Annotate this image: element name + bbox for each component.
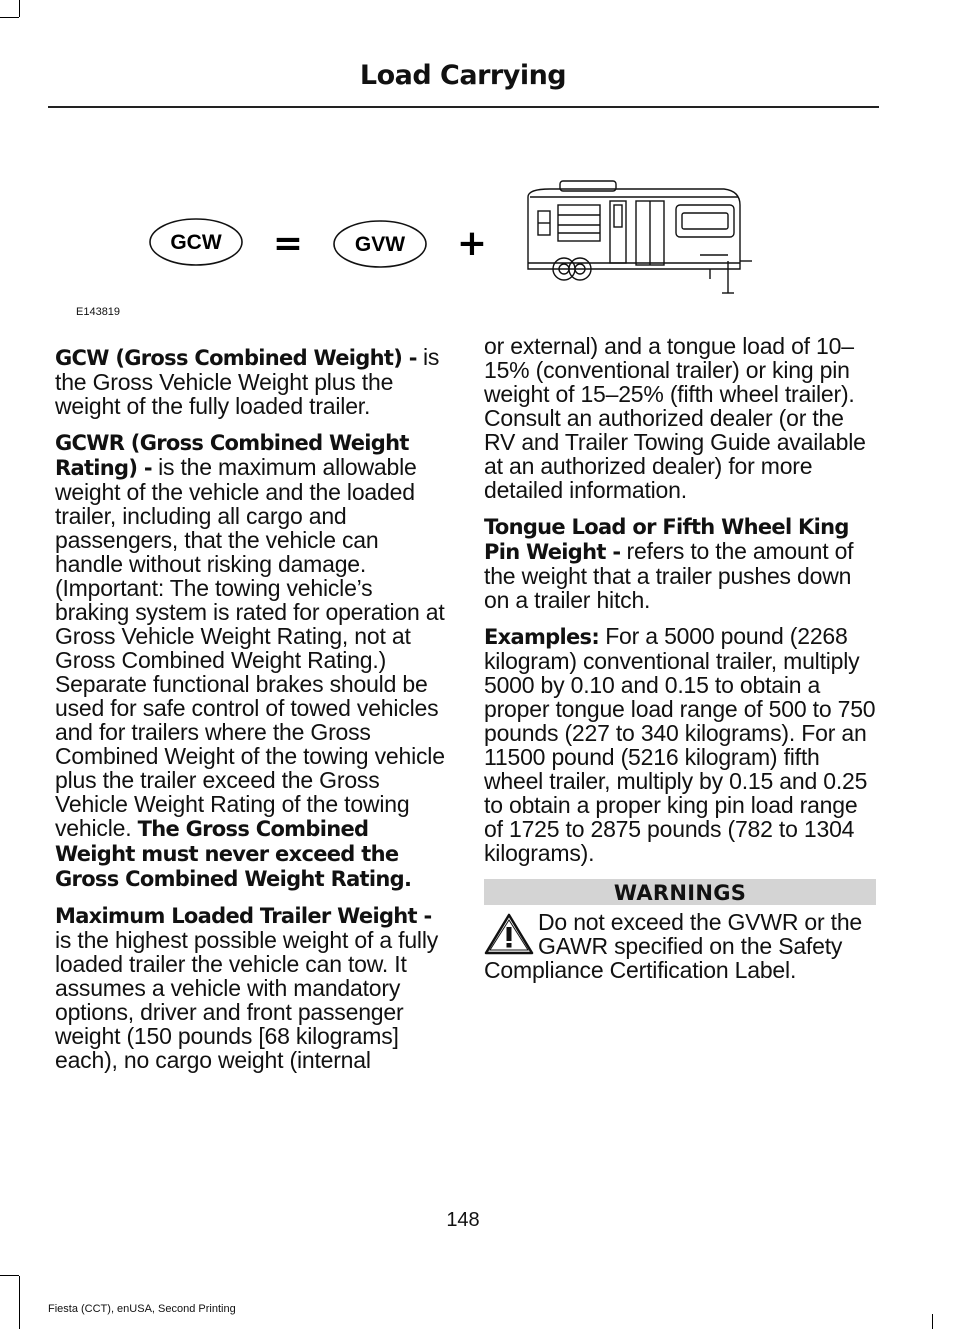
gcw-definition bbox=[55, 345, 447, 418]
gvw-label: GVW bbox=[354, 233, 406, 256]
gcw-oval bbox=[150, 219, 242, 265]
crop-mark bbox=[0, 17, 19, 18]
examples-text: For a 5000 pound (2268 kilogram) conventional trailer, multiply 5000 by 0.10 and 0.15 to obtain a proper tongue load range of 500 to 750 pounds (227 to 340 kilograms). For an 11500 pound (5216 kilogram) fifth wheel trailer, multiply by 0.15 and 0.25 to obtain a proper king pin load range of 1725 to 2875 pounds (782 to 1304 kilograms). bbox=[484, 623, 876, 866]
gcw-term: GCW (Gross Combined Weight) - bbox=[55, 346, 417, 370]
gcw-label: GCW bbox=[170, 231, 222, 254]
page-number: 148 bbox=[446, 1209, 480, 1231]
title-rule bbox=[48, 106, 879, 108]
gcwr-emphasis: The Gross Combined Weight must never exceed the Gross Combined Weight Rating. bbox=[55, 817, 412, 891]
examples-paragraph bbox=[484, 624, 876, 865]
gvw-oval bbox=[334, 221, 426, 267]
gcw-equation-figure bbox=[140, 175, 780, 300]
right-column bbox=[484, 334, 876, 982]
continued-paragraph: or external) and a tongue load of 10–15% (conventional trailer) or king pin weight of 15–25% (fifth wheel trailer). Consult an authorized dealer (or the RV and Trailer Towing Guide available at an authorized dealer) for more detailed information. bbox=[484, 333, 866, 503]
crop-mark bbox=[932, 1314, 933, 1329]
footer-text: Fiesta (CCT), enUSA, Second Printing bbox=[48, 1303, 236, 1315]
warning-triangle-icon bbox=[484, 912, 534, 956]
examples-term: Examples: bbox=[484, 625, 600, 649]
gcwr-definition bbox=[55, 430, 447, 891]
left-column bbox=[55, 345, 447, 1084]
equals-sign: = bbox=[272, 223, 304, 264]
travel-trailer-icon bbox=[528, 181, 752, 293]
plus-sign: + bbox=[456, 223, 488, 264]
crop-mark bbox=[19, 0, 20, 17]
warning-item bbox=[484, 910, 876, 982]
crop-mark bbox=[0, 1275, 19, 1276]
page-title: Load Carrying bbox=[359, 60, 567, 91]
warning-text: Do not exceed the GVWR or the GAWR specified on the Safety Compliance Certification Label. bbox=[484, 909, 863, 983]
gcwr-term: GCWR (Gross Combined Weight Rating) - bbox=[55, 431, 409, 480]
tongue-load-text: refers to the amount of the weight that a trailer pushes down on a trailer hitch. bbox=[484, 538, 854, 613]
max-trailer-weight-text: is the highest possible weight of a fully loaded trailer the vehicle can tow. It assumes a vehicle with mandatory options, driver and front passenger weight (150 pounds [68 kilograms] each), no cargo weight (internal bbox=[55, 927, 439, 1073]
tongue-load-definition bbox=[484, 514, 876, 612]
figure-code: E143819 bbox=[76, 306, 121, 318]
max-trailer-weight-definition bbox=[55, 903, 447, 1072]
tongue-load-term: Tongue Load or Fifth Wheel King Pin Weight - bbox=[484, 515, 849, 564]
max-trailer-weight-term: Maximum Loaded Trailer Weight - bbox=[55, 904, 432, 928]
gcw-text: is the Gross Vehicle Weight plus the weight of the fully loaded trailer. bbox=[55, 344, 440, 419]
gcwr-text: is the maximum allowable weight of the vehicle and the loaded trailer, including all cargo and passengers, that the vehicle can handle without risking damage. (Important: The towing vehicle’s braking system is rated for operation at Gross Vehicle Weight Rating, not at Gross Combined Weight Rating.) Separate functional brakes should be used for safe control of towed vehicles and for trailers where the Gross Combined Weight of the towing vehicle plus the trailer exceed the Gross Vehicle Weight Rating of the towing vehicle. bbox=[55, 454, 445, 841]
crop-mark bbox=[19, 1276, 20, 1329]
warnings-heading: WARNINGS bbox=[484, 879, 876, 905]
